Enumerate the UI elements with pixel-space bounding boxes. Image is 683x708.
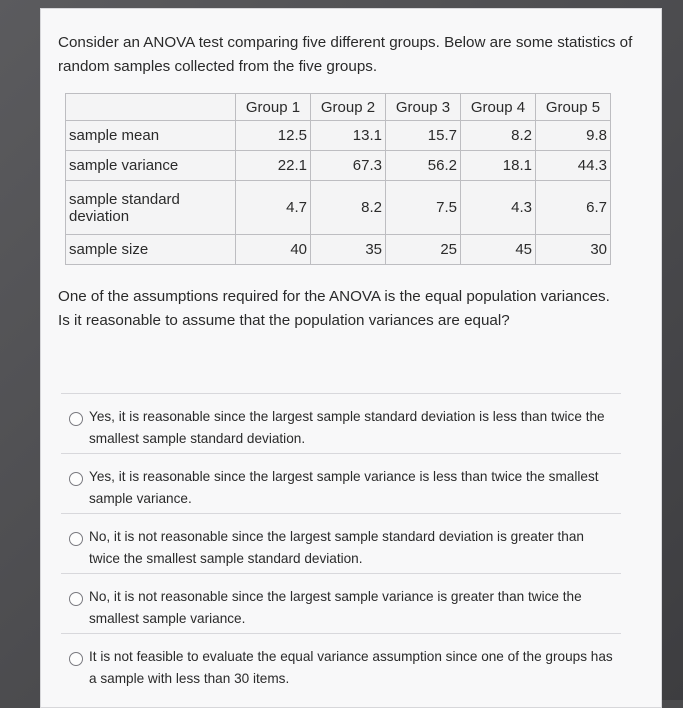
answer-option[interactable] [61,513,621,573]
table-cell: 7.5 [386,181,461,235]
table-header: Group 2 [311,94,386,121]
question-intro: Consider an ANOVA test comparing five different groups. Below are some statistics of random samples collected from the five groups. [58,34,633,75]
answer-option[interactable] [61,573,621,633]
table-header: Group 5 [536,94,611,121]
table-cell: 6.7 [536,181,611,235]
table-cell: 22.1 [236,151,311,181]
radio-button[interactable] [69,592,83,606]
radio-button[interactable] [69,472,83,486]
table-header-row [66,94,611,121]
answer-option[interactable] [61,633,621,693]
table-cell: 44.3 [536,151,611,181]
option-label[interactable]: No, it is not reasonable since the largest sample standard deviation is greater than twice the smallest sample standard deviation. [89,529,584,566]
answer-option[interactable] [61,393,621,453]
radio-button[interactable] [69,652,83,666]
row-label: sample mean [66,121,236,151]
table-cell: 4.3 [461,181,536,235]
table-row [66,181,611,235]
table-cell: 30 [536,235,611,265]
answer-option[interactable] [61,453,621,513]
statistics-table [65,93,611,265]
table-cell: 9.8 [536,121,611,151]
table-cell: 12.5 [236,121,311,151]
table-cell: 13.1 [311,121,386,151]
table-cell: 67.3 [311,151,386,181]
table-header: Group 1 [236,94,311,121]
table-header: Group 3 [386,94,461,121]
answer-options [61,393,621,693]
radio-button[interactable] [69,412,83,426]
table-row [66,121,611,151]
option-label[interactable]: Yes, it is reasonable since the largest sample variance is less than twice the smallest sample variance. [89,469,599,506]
table-row [66,151,611,181]
question-text: One of the assumptions required for the ANOVA is the equal population variances. Is it reasonable to assume that the population variances are equal? [58,288,610,329]
question-card [40,8,662,708]
table-row [66,235,611,265]
table-cell: 4.7 [236,181,311,235]
table-header: Group 4 [461,94,536,121]
row-label: sample variance [66,151,236,181]
row-label: sample size [66,235,236,265]
table-corner-cell [66,94,236,121]
table-cell: 8.2 [311,181,386,235]
table-cell: 40 [236,235,311,265]
option-label[interactable]: No, it is not reasonable since the largest sample variance is greater than twice the smallest sample variance. [89,589,582,626]
row-label: sample standard deviation [66,181,236,235]
table-cell: 18.1 [461,151,536,181]
option-label[interactable]: It is not feasible to evaluate the equal variance assumption since one of the groups has a sample with less than 30 items. [89,649,613,686]
table-cell: 56.2 [386,151,461,181]
table-cell: 25 [386,235,461,265]
table-cell: 15.7 [386,121,461,151]
table-cell: 8.2 [461,121,536,151]
option-label[interactable]: Yes, it is reasonable since the largest sample standard deviation is less than twice the smallest sample standard deviation. [89,409,605,446]
table-cell: 45 [461,235,536,265]
table-cell: 35 [311,235,386,265]
radio-button[interactable] [69,532,83,546]
